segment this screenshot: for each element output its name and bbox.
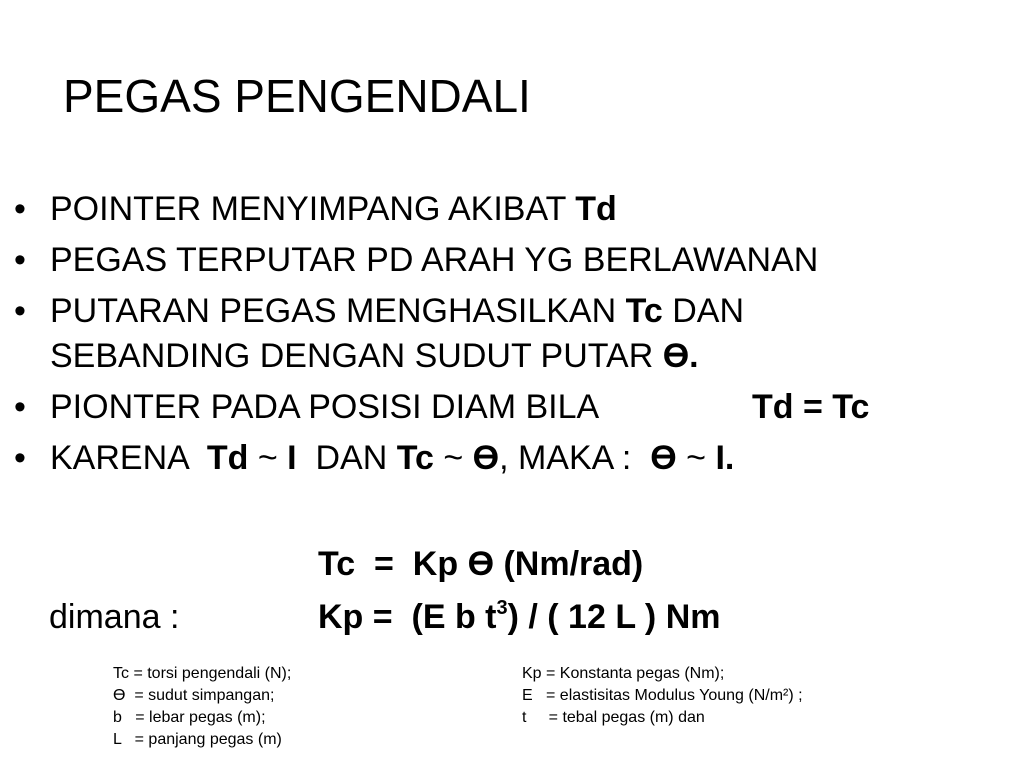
bullet-3-bold-tc: Tc <box>625 292 663 330</box>
bullet-5-theta-2: Ө <box>650 439 677 477</box>
dimana-label: dimana : <box>49 598 180 636</box>
bullet-1-bold-td: Td <box>575 190 617 228</box>
bullet-dot: • <box>14 292 26 330</box>
bullet-5-maka: , MAKA : <box>499 439 641 477</box>
bullet-3-text-b: DAN <box>662 292 744 330</box>
formula-kp-prefix: Kp = (E b t <box>318 598 497 636</box>
bullet-5-tilde-1: ~ <box>248 439 288 477</box>
bullet-dot: • <box>14 439 26 477</box>
bullet-4-text: PIONTER PADA POSISI DIAM BILA <box>50 388 600 426</box>
legend-item-tc: Tc = torsi pengendali (N); <box>113 665 292 682</box>
bullet-5-tc: Tc <box>396 439 434 477</box>
formula-kp-exponent: 3 <box>496 596 508 619</box>
legend-right <box>522 663 803 729</box>
legend-item-e: E = elastisitas Modulus Young (N/m²) ; <box>522 687 803 704</box>
bullet-3-line2-text: SEBANDING DENGAN SUDUT PUTAR <box>50 337 663 375</box>
bullet-dot: • <box>14 190 26 228</box>
legend-item-theta: Ө = sudut simpangan; <box>113 687 275 704</box>
legend-left <box>113 663 291 751</box>
bullet-5-tilde-2: ~ <box>433 439 473 477</box>
bullet-5-karena: KARENA <box>50 439 198 477</box>
bullet-5-dan: DAN <box>306 439 397 477</box>
bullet-1-text: POINTER MENYIMPANG AKIBAT <box>50 190 576 228</box>
bullet-3-text-a: PUTARAN PEGAS MENGHASILKAN <box>50 292 626 330</box>
bullet-5-tilde-3: ~ <box>676 439 716 477</box>
bullet-5-i-end: I. <box>715 439 735 477</box>
bullet-5-theta: Ө <box>472 439 500 477</box>
bullet-3-bold-theta: Ө. <box>662 337 699 375</box>
slide-title: PEGAS PENGENDALI <box>63 70 531 122</box>
bullet-5-td: Td <box>206 439 249 477</box>
legend-item-t: t = tebal pegas (m) dan <box>522 709 705 726</box>
bullet-dot: • <box>14 241 26 279</box>
bullet-4-bold-equation: Td = Tc <box>752 388 870 426</box>
legend-item-kp: Kp = Konstanta pegas (Nm); <box>522 665 725 682</box>
legend-item-b: b = lebar pegas (m); <box>113 709 266 726</box>
bullet-2-text: PEGAS TERPUTAR PD ARAH YG BERLAWANAN <box>50 241 819 279</box>
formula-kp <box>318 593 720 641</box>
legend-item-l: L = panjang pegas (m) <box>113 731 282 748</box>
formula-kp-suffix: ) / ( 12 L ) Nm <box>507 598 721 636</box>
bullet-dot: • <box>14 388 26 426</box>
bullet-5-i: I <box>287 439 297 477</box>
formula-tc: Tc = Kp Ө (Nm/rad) <box>318 545 644 583</box>
